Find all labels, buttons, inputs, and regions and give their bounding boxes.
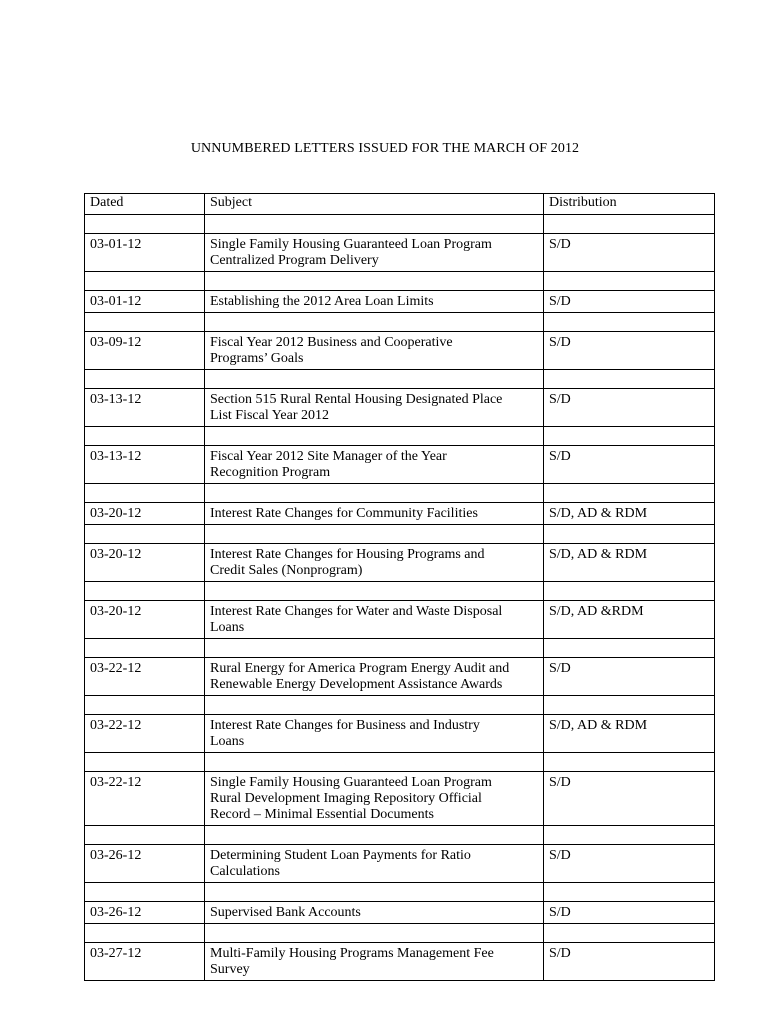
subject-line: Rural Energy for America Program Energy Audit and xyxy=(210,661,510,676)
spacer-cell xyxy=(544,582,715,601)
spacer-cell xyxy=(85,883,205,902)
spacer-row xyxy=(85,370,715,389)
header-distribution: Distribution xyxy=(544,194,715,215)
spacer-cell xyxy=(205,753,544,772)
subject-cell xyxy=(205,902,544,924)
dated-cell: 03-01-12 xyxy=(85,234,205,272)
table-row xyxy=(85,943,715,981)
distribution-cell: S/D xyxy=(544,332,715,370)
distribution-cell: S/D xyxy=(544,943,715,981)
subject-cell xyxy=(205,234,544,272)
distribution-cell: S/D, AD &RDM xyxy=(544,601,715,639)
spacer-cell xyxy=(85,639,205,658)
spacer-cell xyxy=(205,484,544,503)
spacer-cell xyxy=(544,427,715,446)
subject-line: Interest Rate Changes for Housing Programs and xyxy=(210,547,485,562)
subject-cell xyxy=(205,772,544,826)
spacer-cell xyxy=(85,215,205,234)
subject-cell xyxy=(205,389,544,427)
table-row xyxy=(85,389,715,427)
subject-line: Renewable Energy Development Assistance Awards xyxy=(210,677,503,692)
dated-cell: 03-20-12 xyxy=(85,544,205,582)
header-subject: Subject xyxy=(205,194,544,215)
header-dated: Dated xyxy=(85,194,205,215)
spacer-cell xyxy=(544,370,715,389)
subject-line: Single Family Housing Guaranteed Loan Program xyxy=(210,775,492,790)
dated-cell: 03-20-12 xyxy=(85,503,205,525)
spacer-cell xyxy=(544,696,715,715)
spacer-row xyxy=(85,883,715,902)
spacer-cell xyxy=(544,525,715,544)
letters-table xyxy=(84,193,715,981)
spacer-cell xyxy=(544,826,715,845)
distribution-cell: S/D, AD & RDM xyxy=(544,544,715,582)
spacer-cell xyxy=(85,370,205,389)
subject-line: Fiscal Year 2012 Business and Cooperative xyxy=(210,335,453,350)
subject-line: Rural Development Imaging Repository Official xyxy=(210,791,482,806)
spacer-cell xyxy=(85,313,205,332)
spacer-row xyxy=(85,582,715,601)
distribution-cell: S/D xyxy=(544,291,715,313)
subject-line: List Fiscal Year 2012 xyxy=(210,408,329,423)
spacer-cell xyxy=(544,272,715,291)
spacer-row xyxy=(85,272,715,291)
distribution-cell: S/D xyxy=(544,389,715,427)
spacer-cell xyxy=(205,826,544,845)
subject-line: Fiscal Year 2012 Site Manager of the Year xyxy=(210,449,447,464)
table-row xyxy=(85,446,715,484)
page-title: UNNUMBERED LETTERS ISSUED FOR THE MARCH OF 2012 xyxy=(190,141,580,156)
subject-line: Section 515 Rural Rental Housing Designated Place xyxy=(210,392,503,407)
subject-cell xyxy=(205,943,544,981)
spacer-row xyxy=(85,484,715,503)
subject-line: Supervised Bank Accounts xyxy=(210,905,361,920)
table-row xyxy=(85,234,715,272)
spacer-cell xyxy=(205,696,544,715)
spacer-cell xyxy=(205,313,544,332)
distribution-cell: S/D xyxy=(544,658,715,696)
spacer-cell xyxy=(85,525,205,544)
subject-line: Interest Rate Changes for Community Facilities xyxy=(210,506,478,521)
spacer-cell xyxy=(544,639,715,658)
spacer-cell xyxy=(544,484,715,503)
subject-line: Interest Rate Changes for Water and Waste Disposal xyxy=(210,604,503,619)
dated-cell: 03-22-12 xyxy=(85,772,205,826)
spacer-cell xyxy=(544,215,715,234)
subject-line: Recognition Program xyxy=(210,465,331,480)
table-row xyxy=(85,544,715,582)
table-row xyxy=(85,845,715,883)
distribution-cell: S/D xyxy=(544,845,715,883)
letters-table-body xyxy=(85,194,715,981)
spacer-row xyxy=(85,753,715,772)
subject-line: Loans xyxy=(210,734,245,749)
table-row xyxy=(85,332,715,370)
subject-cell xyxy=(205,503,544,525)
distribution-cell: S/D, AD & RDM xyxy=(544,715,715,753)
subject-line: Calculations xyxy=(210,864,280,879)
table-row xyxy=(85,291,715,313)
subject-cell xyxy=(205,658,544,696)
spacer-cell xyxy=(85,924,205,943)
distribution-cell: S/D xyxy=(544,902,715,924)
table-header-row xyxy=(85,194,715,215)
spacer-cell xyxy=(205,883,544,902)
spacer-row xyxy=(85,826,715,845)
subject-line: Loans xyxy=(210,620,245,635)
subject-line: Programs’ Goals xyxy=(210,351,304,366)
spacer-cell xyxy=(85,582,205,601)
spacer-cell xyxy=(85,753,205,772)
subject-line: Credit Sales (Nonprogram) xyxy=(210,563,363,578)
spacer-row xyxy=(85,924,715,943)
dated-cell: 03-27-12 xyxy=(85,943,205,981)
spacer-cell xyxy=(205,427,544,446)
spacer-row xyxy=(85,639,715,658)
subject-line: Interest Rate Changes for Business and Industry xyxy=(210,718,480,733)
dated-cell: 03-22-12 xyxy=(85,658,205,696)
spacer-row xyxy=(85,313,715,332)
dated-cell: 03-13-12 xyxy=(85,389,205,427)
spacer-row xyxy=(85,696,715,715)
dated-cell: 03-22-12 xyxy=(85,715,205,753)
dated-cell: 03-20-12 xyxy=(85,601,205,639)
subject-line: Single Family Housing Guaranteed Loan Program xyxy=(210,237,492,252)
dated-cell: 03-09-12 xyxy=(85,332,205,370)
subject-cell xyxy=(205,601,544,639)
subject-line: Establishing the 2012 Area Loan Limits xyxy=(210,294,434,309)
spacer-row xyxy=(85,215,715,234)
spacer-cell xyxy=(544,924,715,943)
dated-cell: 03-26-12 xyxy=(85,845,205,883)
table-row xyxy=(85,772,715,826)
spacer-cell xyxy=(205,215,544,234)
table-row xyxy=(85,902,715,924)
spacer-cell xyxy=(544,313,715,332)
spacer-row xyxy=(85,427,715,446)
subject-cell xyxy=(205,845,544,883)
distribution-cell: S/D, AD & RDM xyxy=(544,503,715,525)
spacer-cell xyxy=(85,826,205,845)
distribution-cell: S/D xyxy=(544,772,715,826)
spacer-cell xyxy=(85,427,205,446)
dated-cell: 03-26-12 xyxy=(85,902,205,924)
subject-cell xyxy=(205,715,544,753)
subject-line: Centralized Program Delivery xyxy=(210,253,379,268)
table-row xyxy=(85,503,715,525)
spacer-cell xyxy=(205,639,544,658)
subject-line: Multi-Family Housing Programs Management Fee xyxy=(210,946,494,961)
spacer-row xyxy=(85,525,715,544)
subject-cell xyxy=(205,332,544,370)
spacer-cell xyxy=(85,484,205,503)
table-row xyxy=(85,715,715,753)
spacer-cell xyxy=(205,582,544,601)
subject-cell xyxy=(205,446,544,484)
table-row xyxy=(85,658,715,696)
distribution-cell: S/D xyxy=(544,446,715,484)
spacer-cell xyxy=(205,525,544,544)
spacer-cell xyxy=(544,753,715,772)
subject-cell xyxy=(205,544,544,582)
table-row xyxy=(85,601,715,639)
subject-line: Determining Student Loan Payments for Ratio xyxy=(210,848,471,863)
spacer-cell xyxy=(205,370,544,389)
subject-cell xyxy=(205,291,544,313)
spacer-cell xyxy=(205,272,544,291)
spacer-cell xyxy=(85,272,205,291)
subject-line: Record – Minimal Essential Documents xyxy=(210,807,434,822)
dated-cell: 03-01-12 xyxy=(85,291,205,313)
subject-line: Survey xyxy=(210,962,250,977)
spacer-cell xyxy=(544,883,715,902)
dated-cell: 03-13-12 xyxy=(85,446,205,484)
spacer-cell xyxy=(205,924,544,943)
spacer-cell xyxy=(85,696,205,715)
distribution-cell: S/D xyxy=(544,234,715,272)
